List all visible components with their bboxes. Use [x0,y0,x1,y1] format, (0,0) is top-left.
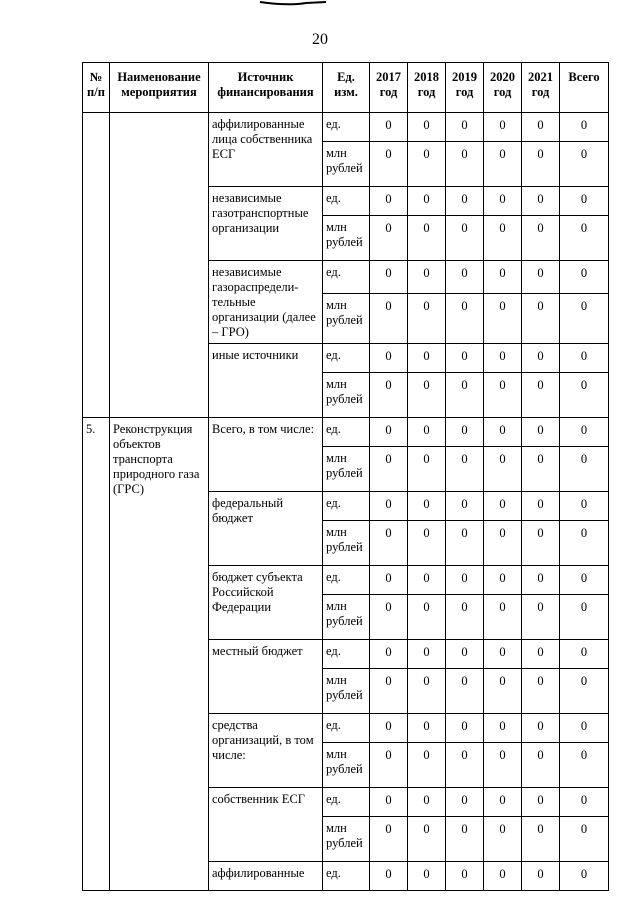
cell-value-2017: 0 [370,113,408,142]
header-2019: 2019 год [446,63,484,113]
cell-value-2018: 0 [408,862,446,891]
cell-value-total: 0 [560,187,609,216]
cell-value-2017: 0 [370,743,408,788]
cell-value-2020: 0 [484,113,522,142]
cell-value-2018: 0 [408,216,446,261]
cell-value-2021: 0 [522,521,560,566]
header-total: Всего [560,63,609,113]
cell-value-2018: 0 [408,788,446,817]
cell-value-total: 0 [560,344,609,373]
cell-value-2018: 0 [408,447,446,492]
cell-value-2020: 0 [484,714,522,743]
cell-unit: млн рублей [323,669,370,714]
cell-value-total: 0 [560,113,609,142]
cell-unit: ед. [323,788,370,817]
cell-unit: млн рублей [323,373,370,418]
cell-source: иные источники [209,344,323,418]
header-no: № п/п [83,63,110,113]
cell-value-total: 0 [560,521,609,566]
cell-value-2021: 0 [522,595,560,640]
cell-value-2017: 0 [370,595,408,640]
header-2020: 2020 год [484,63,522,113]
cell-value-2019: 0 [446,566,484,595]
cell-value-2018: 0 [408,142,446,187]
cell-value-total: 0 [560,216,609,261]
cell-source: местный бюджет [209,640,323,714]
cell-value-2017: 0 [370,142,408,187]
header-unit: Ед. изм. [323,63,370,113]
scan-mark [258,0,328,6]
cell-value-2019: 0 [446,142,484,187]
cell-value-2019: 0 [446,640,484,669]
cell-value-2018: 0 [408,344,446,373]
cell-value-2020: 0 [484,142,522,187]
cell-value-2019: 0 [446,113,484,142]
cell-value-2019: 0 [446,817,484,862]
cell-value-2021: 0 [522,492,560,521]
cell-unit: ед. [323,113,370,142]
cell-value-2021: 0 [522,714,560,743]
cell-unit: ед. [323,492,370,521]
cell-value-2019: 0 [446,447,484,492]
cell-value-2020: 0 [484,743,522,788]
cell-unit: ед. [323,418,370,447]
cell-value-2019: 0 [446,521,484,566]
cell-value-2021: 0 [522,743,560,788]
cell-value-total: 0 [560,293,609,343]
header-2017: 2017 год [370,63,408,113]
cell-value-2018: 0 [408,113,446,142]
cell-unit: ед. [323,187,370,216]
cell-value-2017: 0 [370,261,408,294]
cell-source: независимые газотранспортные организации [209,187,323,261]
page-number: 20 [312,31,328,48]
cell-source: федеральный бюджет [209,492,323,566]
cell-value-2017: 0 [370,492,408,521]
cell-value-2018: 0 [408,492,446,521]
cell-value-2020: 0 [484,788,522,817]
cell-value-2017: 0 [370,714,408,743]
cell-value-2017: 0 [370,418,408,447]
cell-value-2021: 0 [522,418,560,447]
cell-value-2018: 0 [408,566,446,595]
cell-value-2021: 0 [522,293,560,343]
cell-unit: млн рублей [323,293,370,343]
cell-value-2020: 0 [484,261,522,294]
cell-value-2018: 0 [408,373,446,418]
cell-value-2017: 0 [370,293,408,343]
cell-value-total: 0 [560,669,609,714]
cell-unit: млн рублей [323,595,370,640]
cell-unit: млн рублей [323,743,370,788]
cell-value-2018: 0 [408,418,446,447]
table-row [83,418,609,447]
cell-value-2021: 0 [522,216,560,261]
cell-value-2017: 0 [370,566,408,595]
table-header-row [83,63,609,113]
cell-source: бюджет субъекта Российской Федерации [209,566,323,640]
cell-value-2021: 0 [522,862,560,891]
cell-value-2019: 0 [446,216,484,261]
cell-value-2019: 0 [446,492,484,521]
header-source: Источник финансирования [209,63,323,113]
cell-source: Всего, в том числе: [209,418,323,492]
cell-value-2020: 0 [484,293,522,343]
cell-unit: млн рублей [323,817,370,862]
cell-value-total: 0 [560,862,609,891]
cell-value-2019: 0 [446,788,484,817]
cell-value-2021: 0 [522,373,560,418]
cell-value-2019: 0 [446,595,484,640]
cell-value-2020: 0 [484,862,522,891]
cell-value-2018: 0 [408,669,446,714]
cell-value-2017: 0 [370,373,408,418]
cell-value-2020: 0 [484,595,522,640]
cell-value-2017: 0 [370,447,408,492]
cell-unit: млн рублей [323,142,370,187]
cell-value-2021: 0 [522,788,560,817]
cell-value-total: 0 [560,743,609,788]
cell-value-2019: 0 [446,669,484,714]
cell-value-2020: 0 [484,447,522,492]
cell-value-2019: 0 [446,344,484,373]
header-2018: 2018 год [408,63,446,113]
cell-unit: ед. [323,862,370,891]
cell-value-total: 0 [560,566,609,595]
cell-value-2020: 0 [484,418,522,447]
cell-value-total: 0 [560,817,609,862]
cell-value-2021: 0 [522,817,560,862]
table-body [83,113,609,891]
cell-unit: ед. [323,566,370,595]
cell-value-2017: 0 [370,669,408,714]
cell-value-2020: 0 [484,216,522,261]
cell-value-2020: 0 [484,187,522,216]
cell-value-2017: 0 [370,216,408,261]
cell-value-total: 0 [560,492,609,521]
cell-value-2021: 0 [522,669,560,714]
cell-value-2019: 0 [446,261,484,294]
cell-measure: Реконструкция объектов транспорта природного газа (ГРС) [110,418,209,891]
cell-value-2018: 0 [408,187,446,216]
cell-unit: млн рублей [323,447,370,492]
cell-value-2017: 0 [370,521,408,566]
cell-no [83,113,110,418]
cell-value-2019: 0 [446,187,484,216]
cell-value-total: 0 [560,640,609,669]
cell-no: 5. [83,418,110,891]
cell-value-total: 0 [560,714,609,743]
cell-source: средства организаций, в том числе: [209,714,323,788]
cell-value-2020: 0 [484,344,522,373]
cell-value-2021: 0 [522,566,560,595]
cell-value-2017: 0 [370,817,408,862]
cell-unit: ед. [323,261,370,294]
cell-value-2019: 0 [446,714,484,743]
cell-value-2020: 0 [484,566,522,595]
cell-value-2018: 0 [408,521,446,566]
header-measure: Наименование мероприятия [110,63,209,113]
cell-value-total: 0 [560,595,609,640]
cell-value-2020: 0 [484,817,522,862]
cell-value-2021: 0 [522,142,560,187]
cell-value-2018: 0 [408,293,446,343]
cell-value-2019: 0 [446,293,484,343]
cell-unit: ед. [323,640,370,669]
cell-source: аффилированные лица собственника ЕСГ [209,113,323,187]
cell-value-2019: 0 [446,862,484,891]
cell-value-2017: 0 [370,187,408,216]
cell-value-2018: 0 [408,743,446,788]
cell-value-total: 0 [560,788,609,817]
cell-unit: ед. [323,344,370,373]
cell-value-2020: 0 [484,492,522,521]
cell-value-total: 0 [560,142,609,187]
cell-unit: млн рублей [323,521,370,566]
cell-value-2019: 0 [446,373,484,418]
cell-value-2021: 0 [522,261,560,294]
cell-value-2017: 0 [370,788,408,817]
cell-value-total: 0 [560,447,609,492]
cell-value-2021: 0 [522,447,560,492]
cell-value-2017: 0 [370,640,408,669]
cell-source: аффилированные [209,862,323,891]
cell-value-2017: 0 [370,344,408,373]
header-2021: 2021 год [522,63,560,113]
cell-value-2021: 0 [522,187,560,216]
cell-value-2020: 0 [484,521,522,566]
cell-source: собственник ЕСГ [209,788,323,862]
financing-table [82,62,609,891]
cell-value-2018: 0 [408,640,446,669]
cell-value-2018: 0 [408,595,446,640]
cell-value-2018: 0 [408,817,446,862]
cell-value-2020: 0 [484,669,522,714]
cell-source: независимые газораспредели-тельные организации (далее – ГРО) [209,261,323,344]
cell-value-total: 0 [560,418,609,447]
cell-value-2021: 0 [522,640,560,669]
cell-value-2020: 0 [484,640,522,669]
cell-value-2019: 0 [446,743,484,788]
cell-value-2017: 0 [370,862,408,891]
table-row [83,113,609,142]
cell-value-2020: 0 [484,373,522,418]
cell-value-total: 0 [560,373,609,418]
cell-value-2021: 0 [522,344,560,373]
cell-value-2019: 0 [446,418,484,447]
cell-value-2021: 0 [522,113,560,142]
cell-value-2018: 0 [408,714,446,743]
cell-value-2018: 0 [408,261,446,294]
cell-measure [110,113,209,418]
cell-value-total: 0 [560,261,609,294]
cell-unit: млн рублей [323,216,370,261]
cell-unit: ед. [323,714,370,743]
